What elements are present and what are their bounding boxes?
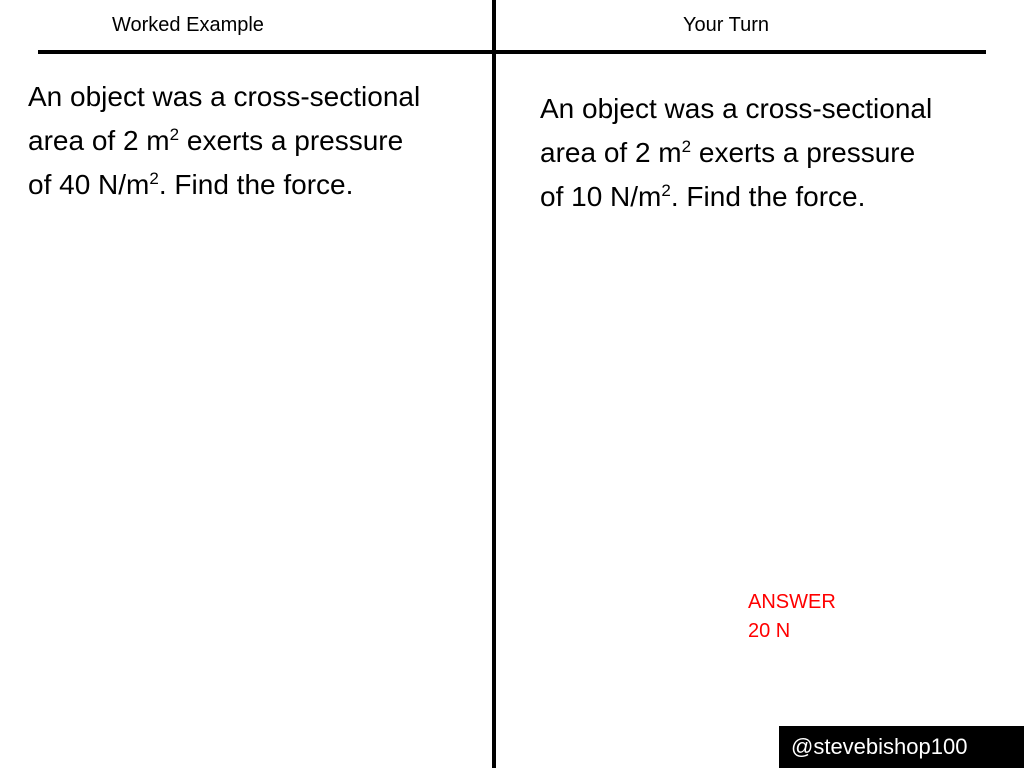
question-text: . Find the force.: [158, 169, 354, 200]
your-turn-heading: Your Turn: [683, 14, 769, 36]
question-text: An object was a cross-sectional: [28, 81, 421, 112]
superscript: 2: [661, 181, 671, 200]
question-line: [28, 75, 468, 119]
question-text: exerts a pressure: [179, 125, 404, 156]
answer-value: 20 N: [748, 620, 791, 642]
author-handle: @stevebishop100: [779, 726, 1024, 768]
worked-example-heading: Worked Example: [112, 14, 264, 36]
question-text: of 10 N/m: [540, 181, 662, 212]
question-line: [28, 119, 468, 163]
question-text: . Find the force.: [670, 181, 866, 212]
question-line: [540, 87, 980, 131]
worked-example-question: [28, 75, 468, 207]
your-turn-question: [540, 87, 980, 219]
superscript: 2: [169, 125, 180, 144]
question-line: [540, 175, 980, 219]
question-text: An object was a cross-sectional: [540, 93, 933, 124]
question-text: of 40 N/m: [28, 169, 150, 200]
question-line: [28, 163, 468, 207]
question-text: area of 2 m: [540, 137, 682, 168]
question-line: [540, 131, 980, 175]
vertical-divider: [492, 0, 496, 768]
question-text: exerts a pressure: [691, 137, 916, 168]
answer-block: [748, 588, 836, 646]
question-text: area of 2 m: [28, 125, 170, 156]
answer-label: ANSWER: [748, 591, 836, 613]
superscript: 2: [149, 169, 159, 188]
superscript: 2: [681, 137, 692, 156]
horizontal-divider: [38, 50, 986, 54]
